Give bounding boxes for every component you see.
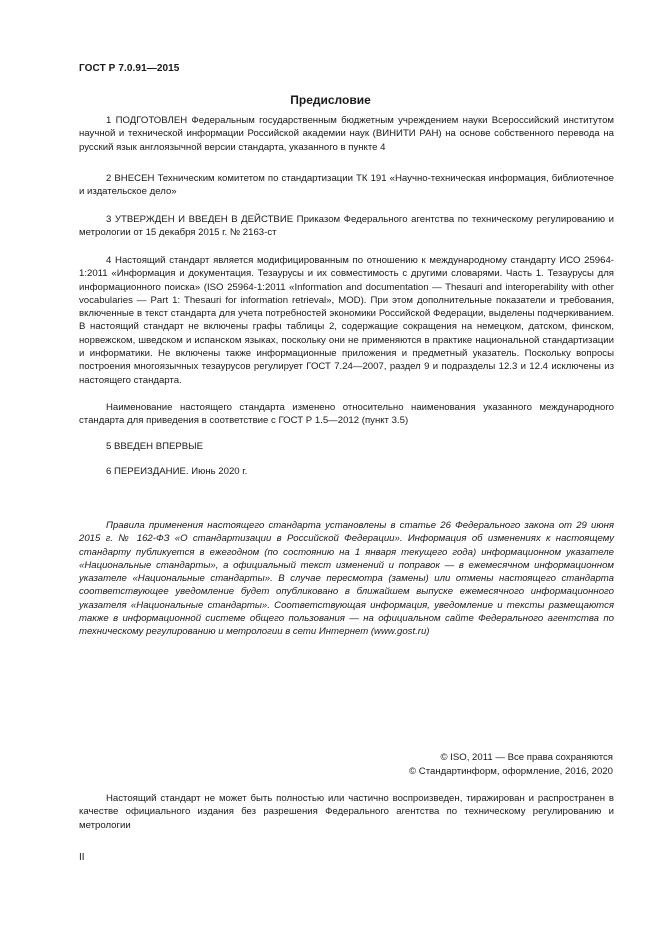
preface-title: Предисловие xyxy=(290,93,371,107)
preface-item-4-note: Наименование настоящего стандарта изменено относительно наименования указанного международного стандарта для приведения в соответствие с ГОСТ Р 1.5—2012 (пункт 3.5) xyxy=(79,402,614,427)
preface-item-4: 4 Настоящий стандарт является модифицированным по отношению к международному стандарту ИСО 25964-1:2011 «Информация и документация. Тезаурусы и их совместимость с другими словарями. Часть 1. Тезаурусы для информационного поиска» (ISO 25964-1:2011 «Information and documentation — Thesauri and interoperability with other vocabularies — Part 1: Thesauri for information retrieval», MOD). При этом дополнительные показатели и требования, включенные в текст стандарта для учета потребностей экономики Российской Федерации, выделены подчеркиванием. В настоящий стандарт не включены графы таблицы 2, содержащие сокращения на немецком, датском, финском, норвежском, шведском и испанском языках, поскольку они не применяются в практике национальной стандартизации и информатики. Не включены также информационные приложения и предметный указатель. Поскольку вопросы построения многоязычных тезаурусов регулирует ГОСТ 7.24—2007, раздел 9 и подразделы 12.3 и 12.4 исключены из настоящего стандарта. xyxy=(79,255,614,386)
preface-item-6: 6 ПЕРЕИЗДАНИЕ. Июнь 2020 г. xyxy=(106,466,248,477)
preface-item-5: 5 ВВЕДЕН ВПЕРВЫЕ xyxy=(106,441,204,452)
copyright-standartinform: © Стандартинформ, оформление, 2016, 2020 xyxy=(409,766,613,777)
preface-item-2: 2 ВНЕСЕН Техническим комитетом по стандартизации ТК 191 «Научно-техническая информация, библиотечное и издательское дело» xyxy=(79,173,614,198)
standard-code-header: ГОСТ Р 7.0.91—2015 xyxy=(79,63,180,74)
preface-item-3: 3 УТВЕРЖДЕН И ВВЕДЕН В ДЕЙСТВИЕ Приказом Федерального агентства по техническому регулированию и метрологии от 15 декабря 2015 г. № 2163-ст xyxy=(79,214,614,239)
application-rules-notice: Правила применения настоящего стандарта установлены в статье 26 Федерального закона от 29 июня 2015 г. № 162-ФЗ «О стандартизации в Российской Федерации». Информация об изменениях к настоящему стандарту публикуется в ежегодном (по состоянию на 1 января текущего года) информационном указателе «Национальные стандарты», а официальный текст изменений и поправок — в ежемесячном информационном указателе «Национальные стандарты». В случае пересмотра (замены) или отмены настоящего стандарта соответствующее уведомление будет опубликовано в ближайшем выпуске ежемесячного информационного указателя «Национальные стандарты». Соответствующая информация, уведомление и тексты размещаются также в информационной системе общего пользования — на официальном сайте Федерального агентства по техническому регулированию и метрологии в сети Интернет (www.gost.ru) xyxy=(79,520,614,638)
reproduction-restriction-note: Настоящий стандарт не может быть полностью или частично воспроизведен, тиражирован и распространен в качестве официального издания без разрешения Федерального агентства по техническому регулированию и метрологии xyxy=(79,793,614,831)
copyright-iso: © ISO, 2011 — Все права сохраняются xyxy=(440,752,613,763)
page-number: II xyxy=(79,852,85,863)
preface-item-1: 1 ПОДГОТОВЛЕН Федеральным государственным бюджетным учреждением науки Всероссийский институтом научной и технической информации Российской академии наук (ВИНИТИ РАН) на основе собственного перевода на русский язык англоязычной версии стандарта, указанного в пункте 4 xyxy=(79,115,614,153)
